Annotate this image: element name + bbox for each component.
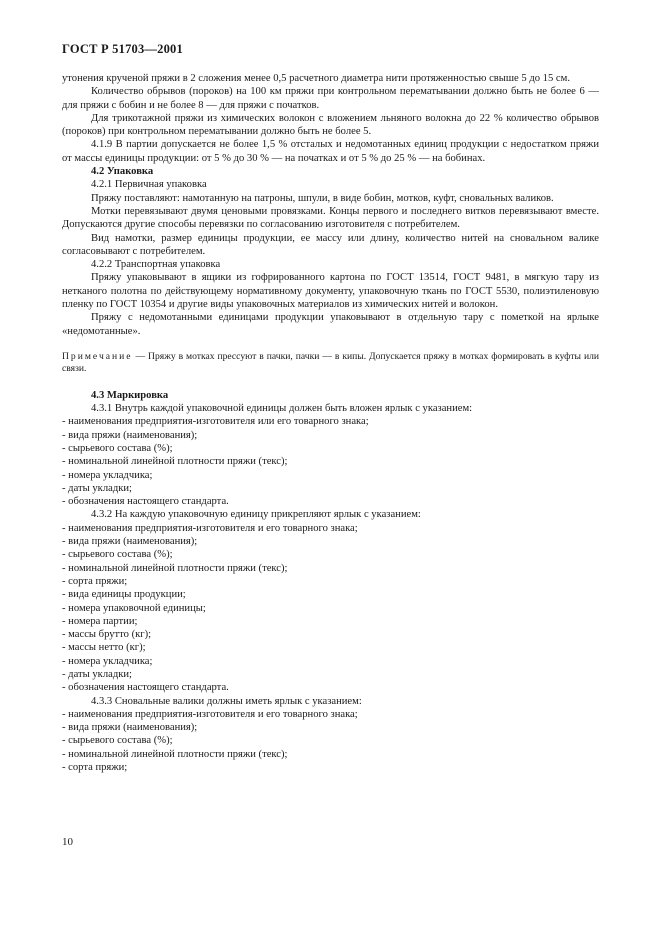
list-item: - наименования предприятия-изготовителя и его товарного знака; xyxy=(62,708,358,720)
note-label: Примечание xyxy=(62,350,133,362)
list-item: - сорта пряжи; xyxy=(62,762,128,774)
list-item: - обозначения настоящего стандарта. xyxy=(62,682,229,694)
list-item: - наименования предприятия-изготовителя и его товарного знака; xyxy=(62,522,358,534)
paragraph-supply-forms: Пряжу поставляют: намотанную на патроны, шпули, в виде бобин, мотков, куфт, сновальных валиков. xyxy=(91,192,554,204)
list-item: - номера укладчика; xyxy=(62,655,153,667)
list-item: - сорта пряжи; xyxy=(62,575,128,587)
list-4-3-2 xyxy=(62,522,599,695)
list-item: - номера упаковочной единицы; xyxy=(62,602,206,614)
document-body xyxy=(62,72,599,774)
paragraph-continuation: утонения крученой пряжи в 2 сложения менее 0,5 расчетного диаметра нити протяженностью свыше 5 до 15 см. xyxy=(62,73,570,84)
subsection-4-3-3: 4.3.3 Сновальные валики должны иметь ярлык с указанием: xyxy=(91,695,362,707)
paragraph-knitted-yarn: Для трикотажной пряжи из химических волокон с вложением льняного волокна до 22 % количество обрывов (пороков) при контрольном перематывании должно быть не более 5. xyxy=(62,112,599,138)
note xyxy=(62,351,599,376)
subsection-4-3-2: 4.3.2 На каждую упаковочную единицу прикрепляют ярлык с указанием: xyxy=(91,509,421,521)
list-item: - номинальной линейной плотности пряжи (текс); xyxy=(62,456,288,468)
page-number: 10 xyxy=(62,836,73,848)
paragraph-skeins-tying: Мотки перевязывают двумя ценовыми провязками. Концы первого и последнего витков перевязывают вместе. Допускаются другие способы перевязки по согласованию изготовителя с потребителем. xyxy=(62,205,599,231)
list-item: - сырьевого состава (%); xyxy=(62,735,173,747)
list-item: - сырьевого состава (%); xyxy=(62,442,173,454)
note-text: — Пряжу в мотках прессуют в пачки, пачки — в кипы. Допускается пряжу в мотках формировать в куфты или связи. xyxy=(62,350,599,375)
clause-4-1-9: 4.1.9 В партии допускается не более 1,5 % отсталых и недомотанных единиц продукции с недостатком пряжи от массы единицы продукции: от 5 % до 30 % — на початках и от 5 % до 25 % — на бобинах. xyxy=(62,139,599,164)
list-item: - даты укладки; xyxy=(62,482,132,494)
list-item: - сырьевого состава (%); xyxy=(62,549,173,561)
standard-header: ГОСТ Р 51703—2001 xyxy=(62,42,183,56)
list-item: - номинальной линейной плотности пряжи (текс); xyxy=(62,748,288,760)
list-item: - вида пряжи (наименования); xyxy=(62,722,198,734)
paragraph-winding-agreement: Вид намотки, размер единицы продукции, ее массу или длину, количество нитей на сновальном валике согласовывают с потребителем. xyxy=(62,232,599,257)
subsection-4-2-2: 4.2.2 Транспортная упаковка xyxy=(91,259,221,271)
list-item: - номинальной линейной плотности пряжи (текс); xyxy=(62,562,288,574)
list-item: - наименования предприятия-изготовителя или его товарного знака; xyxy=(62,416,369,428)
list-4-3-3 xyxy=(62,708,599,774)
paragraph-breaks-count: Количество обрывов (пороков) на 100 км пряжи при контрольном перематывании должно быть не более 6 — для пряжи с бобин и не более 8 — для пряжи с початков. xyxy=(62,86,599,111)
list-item: - вида пряжи (наименования); xyxy=(62,429,198,441)
list-item: - массы нетто (кг); xyxy=(62,642,146,654)
list-item: - вида единицы продукции; xyxy=(62,589,186,601)
list-item: - вида пряжи (наименования); xyxy=(62,536,198,548)
list-item: - обозначения настоящего стандарта. xyxy=(62,496,229,508)
paragraph-transport-packing: Пряжу упаковывают в ящики из гофрированного картона по ГОСТ 13514, ГОСТ 9481, в мягкую тару из нетканого полотна по действующему нормативному документу, упаковочную ткань по ГОСТ 5530, полиэтиленовую пленку по ГОСТ 10354 и другие виды упаковочных материалов из химических нитей и волокон. xyxy=(62,272,599,311)
section-heading-4-3: 4.3 Маркировка xyxy=(91,389,169,401)
section-heading-4-2: 4.2 Упаковка xyxy=(91,166,154,178)
paragraph-underwound: Пряжу с недомотанными единицами продукции упаковывают в отдельную тару с пометкой на ярлыке «недомотанные». xyxy=(62,312,599,337)
list-item: - номера укладчика; xyxy=(62,469,153,481)
list-4-3-1 xyxy=(62,415,599,508)
list-item: - массы брутто (кг); xyxy=(62,629,152,641)
subsection-4-3-1: 4.3.1 Внутрь каждой упаковочной единицы должен быть вложен ярлык с указанием: xyxy=(91,403,473,415)
subsection-4-2-1: 4.2.1 Первичная упаковка xyxy=(91,179,207,191)
list-item: - номера партии; xyxy=(62,615,138,627)
list-item: - даты укладки; xyxy=(62,668,132,680)
